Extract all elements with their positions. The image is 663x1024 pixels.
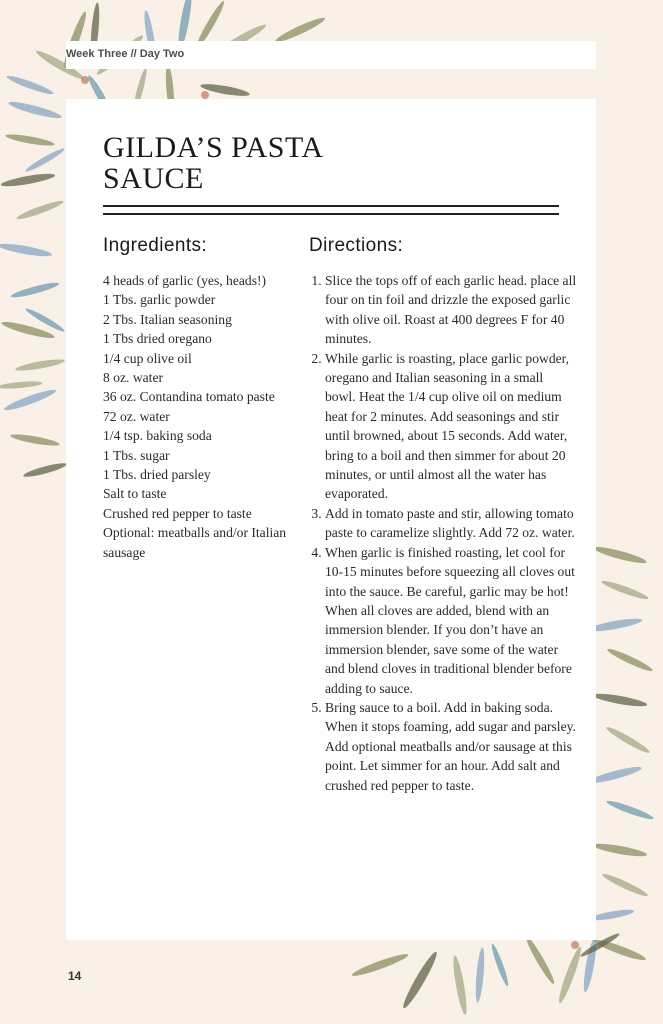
leaf-shape: [601, 871, 649, 898]
leaf-bud-accent: [201, 91, 209, 99]
ingredient-item: 36 oz. Contandina tomato paste: [103, 389, 275, 405]
leaf-shape: [605, 724, 652, 755]
leaf-shape: [489, 943, 510, 987]
week-day-label: Week Three // Day Two: [66, 48, 185, 60]
leaf-shape: [0, 380, 43, 390]
leaf-shape: [605, 798, 654, 822]
leaf-shape: [593, 937, 647, 963]
leaf-shape: [556, 945, 584, 1004]
ingredient-item: 1 Tbs. sugar: [103, 447, 170, 463]
ingredients-heading: Ingredients:: [103, 235, 208, 256]
leaf-shape: [10, 280, 60, 300]
ingredient-item: 1 Tbs dried oregano: [103, 331, 212, 347]
leaf-shape: [606, 646, 654, 673]
ingredient-item: Crushed red pepper to taste: [103, 505, 252, 521]
leaf-shape: [15, 357, 65, 373]
recipe-title: [103, 132, 403, 194]
ingredient-item: 4 heads of garlic (yes, heads!): [103, 273, 267, 288]
leaf-shape: [22, 461, 67, 479]
ingredient-item: Salt to taste: [103, 486, 167, 502]
ingredient-item: 1/4 tsp. baking soda: [103, 428, 212, 444]
leaf-shape: [474, 947, 486, 1002]
leaf-shape: [592, 544, 647, 566]
ingredient-item: 1 Tbs. garlic powder: [103, 292, 216, 308]
title-divider-bottom: [103, 213, 559, 215]
leaf-bud-accent: [571, 941, 579, 949]
leaf-shape: [400, 950, 440, 1011]
ingredient-item: 1 Tbs. dried parsley: [103, 467, 211, 483]
page-number: 14: [68, 969, 82, 983]
leaf-shape: [592, 691, 648, 708]
recipe-title-line2: SAUCE: [103, 162, 204, 195]
direction-step: 5. Bring sauce to a boil. Add in baking soda. When it stops foaming, add sugar and parsley. Add optional meatballs and/or sausage at this point. Let simmer for an hour. Add salt and crushed red pepper to taste.: [325, 698, 577, 795]
leaf-shape: [523, 934, 557, 985]
leaf-shape: [0, 241, 53, 258]
leaf-shape: [592, 841, 648, 858]
ingredients-list: [103, 271, 293, 562]
leaf-shape: [15, 198, 64, 222]
ingredient-item: 72 oz. water: [103, 408, 170, 424]
leaf-shape: [600, 578, 649, 602]
ingredient-item: 8 oz. water: [103, 370, 164, 386]
leaf-shape: [10, 432, 60, 448]
direction-step: 1. Slice the tops off of each garlic head. place all four on tin foil and drizzle the exposed garlic with olive oil. Roast at 400 degrees F for 40 minutes.: [325, 271, 577, 349]
leaf-shape: [5, 73, 54, 97]
leaf-shape: [24, 146, 66, 174]
recipe-title-line1: GILDA’S PASTA: [103, 131, 324, 164]
leaf-shape: [7, 99, 62, 121]
leaf-bud-accent: [81, 76, 89, 84]
leaf-shape: [0, 171, 56, 188]
ingredient-item: 1/4 cup olive oil: [103, 350, 192, 366]
direction-step: 3. Add in tomato paste and stir, allowing tomato paste to caramelize slightly. Add 72 oz. water.: [325, 504, 577, 543]
title-divider-top: [103, 205, 559, 207]
ingredient-item: Optional: meatballs and/or Italian sausage: [103, 525, 287, 560]
leaf-shape: [3, 387, 57, 413]
recipe-card: [66, 99, 596, 940]
header-strip: [66, 41, 596, 69]
direction-step: 2. While garlic is roasting, place garlic powder, oregano and Italian seasoning in a small bowl. Heat the 1/4 cup olive oil on medium heat for 2 minutes. Add seasonings and stir until browned, about 15 seconds. Add water, bring to a boil and then simmer for about 20 minutes, or until almost all the water has evaporated.: [325, 349, 577, 504]
leaf-shape: [350, 951, 409, 979]
ingredient-item: 2 Tbs. Italian seasoning: [103, 311, 232, 327]
leaf-shape: [5, 132, 55, 148]
directions-list: [309, 271, 577, 795]
directions-heading: Directions:: [309, 235, 404, 256]
leaf-shape: [451, 955, 469, 1015]
leaf-shape: [589, 908, 635, 923]
direction-step: 4. When garlic is finished roasting, let cool for 10-15 minutes before squeezing all cloves out into the sauce. Be careful, garlic may be hot! When all cloves are added, blend with an immersion blender. If you don’t have an immersion blender, save some of the water and blend cloves in traditional blender before adding to sauce.: [325, 543, 577, 698]
